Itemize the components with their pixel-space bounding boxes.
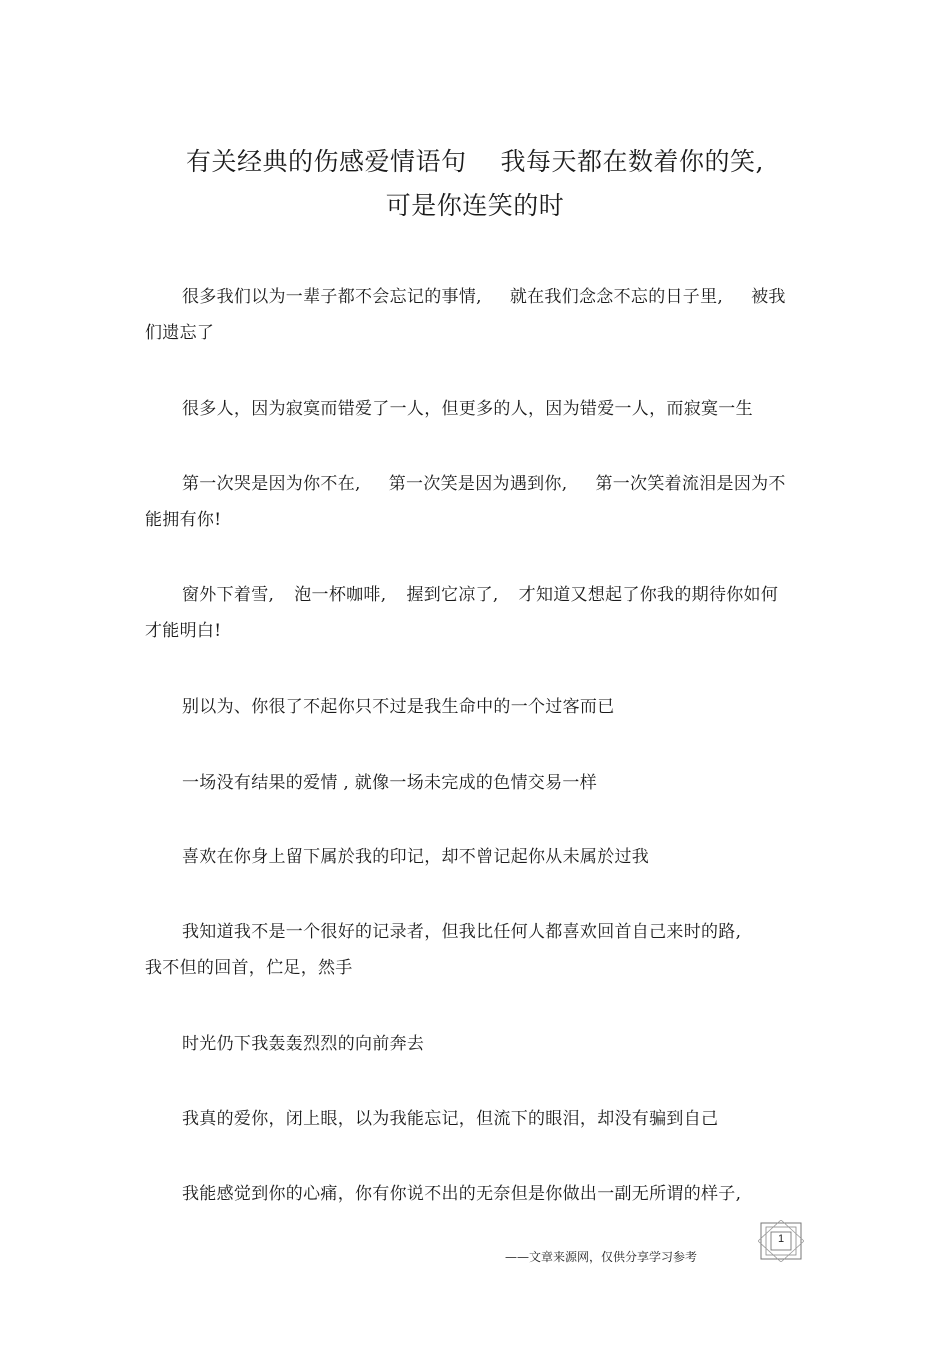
- paragraph-7: [145, 839, 810, 875]
- paragraph-3-seg-d: 能拥有你!: [145, 510, 222, 530]
- paragraph-3-seg-a: 第一次哭是因为你不在,: [182, 474, 361, 494]
- paragraph-11: [145, 1176, 810, 1212]
- paragraph-3-seg-c: 第一次笑着流泪是因为不: [595, 474, 786, 494]
- paragraph-1-seg-b: 就在我们念念不忘的日子里,: [509, 287, 724, 307]
- paragraph-6-text: 一场没有结果的爱情 , 就像一场未完成的色情交易一样: [182, 773, 598, 793]
- title-line-1-part-2: 我每天都在数着你的笑,: [500, 147, 764, 176]
- paragraph-8-seg-b: 我不但的回首，伫足，然手: [145, 958, 353, 978]
- paragraph-6: [145, 765, 810, 801]
- paragraph-8-seg-a: 我知道我不是一个很好的记录者，但我比任何人都喜欢回首自己来时的路,: [182, 922, 742, 942]
- paragraph-4: [145, 577, 810, 649]
- paragraph-9: [145, 1026, 810, 1062]
- paragraph-4-seg-e: 才能明白!: [145, 621, 222, 641]
- paragraph-3-seg-b: 第一次笑是因为遇到你,: [388, 474, 568, 494]
- title-line-2: 可是你连笑的时: [385, 191, 565, 220]
- footer-source-note: ——文章来源网，仅供分享学习参考: [505, 1250, 698, 1264]
- paragraph-2-text: 很多人，因为寂寞而错爱了一人，但更多的人，因为错爱一人，而寂寞一生: [182, 399, 753, 419]
- paragraph-4-seg-c: 握到它凉了,: [406, 585, 499, 605]
- paragraph-3: [145, 466, 810, 538]
- paragraph-7-text: 喜欢在你身上留下属於我的印记，却不曾记起你从未属於过我: [182, 847, 650, 867]
- page-number: 1: [777, 1233, 785, 1245]
- paragraph-8: [145, 914, 810, 986]
- paragraph-4-seg-b: 泡一杯咖啡,: [294, 585, 387, 605]
- paragraph-10-text: 我真的爱你，闭上眼，以为我能忘记，但流下的眼泪，却没有骗到自己: [182, 1109, 719, 1129]
- title-line-1-part-1: 有关经典的伤感爱情语句: [186, 147, 467, 176]
- document-title: [0, 140, 950, 228]
- paragraph-9-text: 时光仍下我轰轰烈烈的向前奔去: [182, 1034, 425, 1054]
- paragraph-4-seg-d: 才知道又想起了你我的期待你如何: [518, 585, 779, 605]
- paragraph-2: [145, 391, 810, 427]
- paragraph-10: [145, 1101, 810, 1137]
- paragraph-11-text: 我能感觉到你的心痛，你有你说不出的无奈但是你做出一副无所谓的样子,: [182, 1184, 742, 1204]
- title-line-1: [0, 140, 950, 184]
- page-number-badge: [758, 1220, 804, 1262]
- paragraph-5: [145, 689, 810, 725]
- paragraph-5-text: 别以为、你很了不起你只不过是我生命中的一个过客而已: [182, 697, 615, 717]
- paragraph-1: [145, 279, 810, 351]
- paragraph-1-seg-d: 们遗忘了: [145, 323, 215, 343]
- paragraph-1-seg-a: 很多我们以为一辈子都不会忘记的事情,: [182, 287, 482, 307]
- paragraph-4-seg-a: 窗外下着雪,: [182, 585, 275, 605]
- paragraph-1-seg-c: 被我: [751, 287, 786, 307]
